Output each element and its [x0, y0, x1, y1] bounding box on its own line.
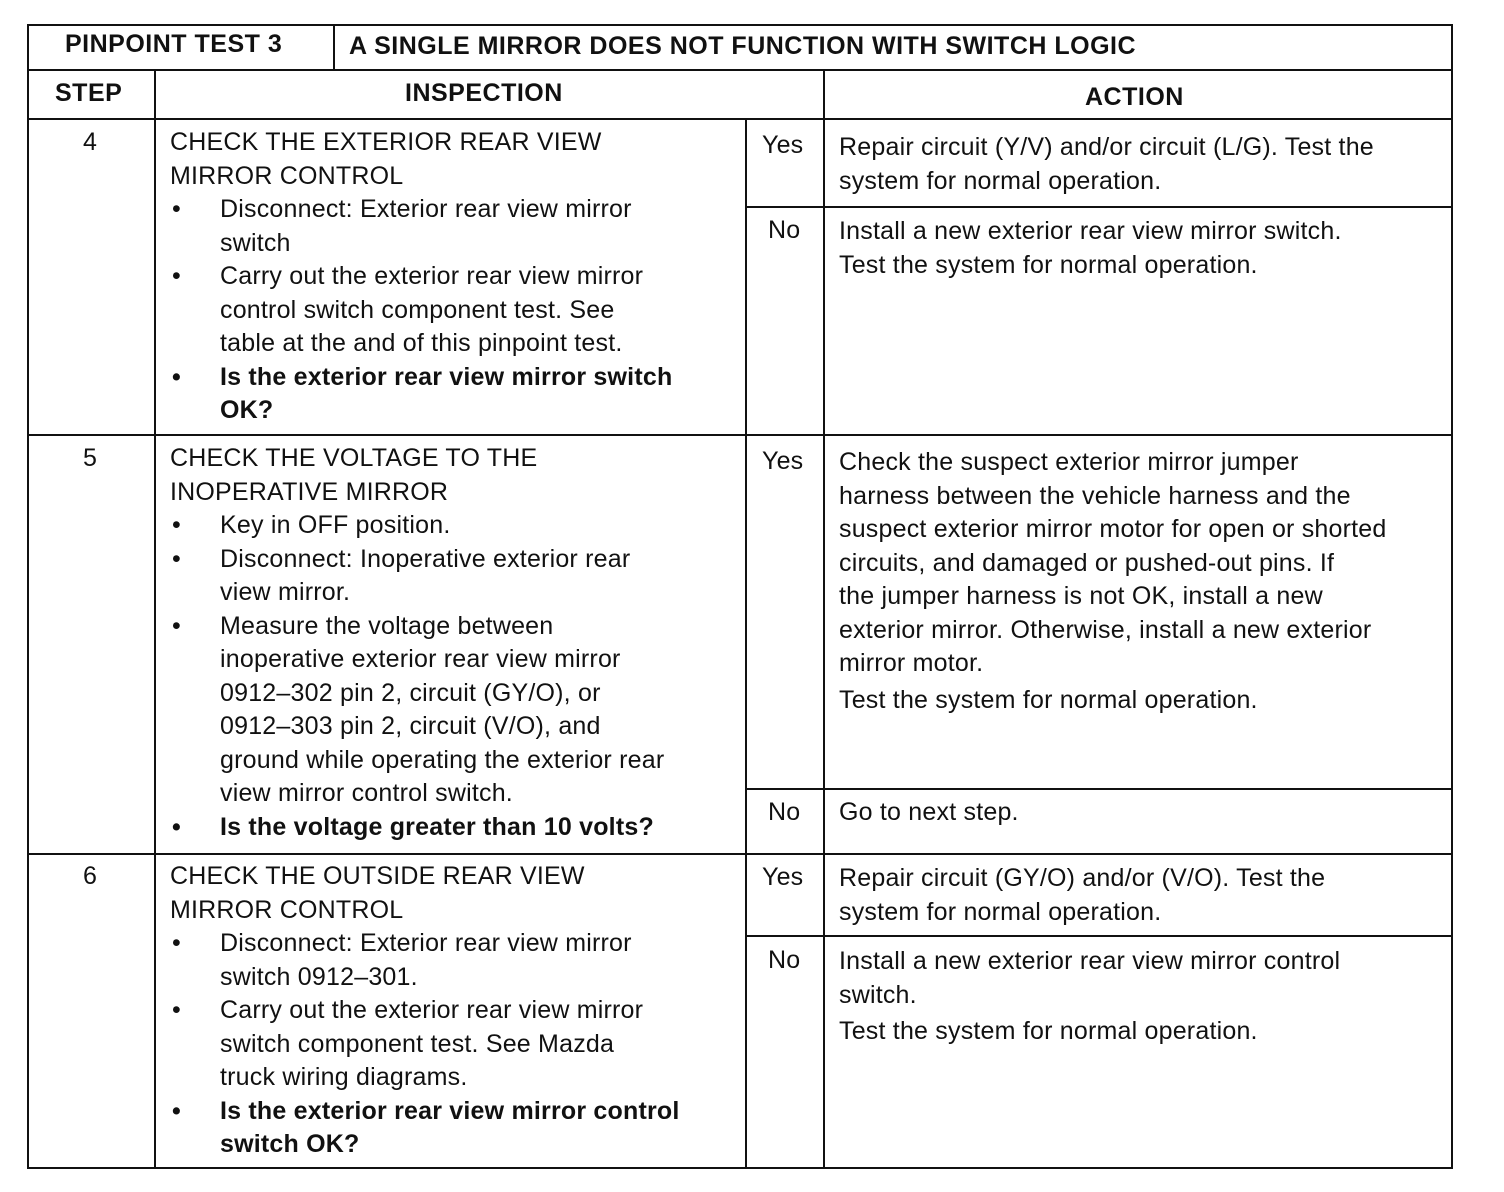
step-number: 4	[83, 128, 98, 156]
answer-column-divider	[745, 118, 747, 1169]
inspection-question: • Is the exterior rear view mirror switch OK?	[170, 361, 672, 428]
inspection-item: • Carry out the exterior rear view mirror control switch component test. See table at the and of this pinpoint test.	[170, 260, 672, 361]
action-text: Install a new exterior rear view mirror switch. Test the system for normal operation.	[839, 217, 1342, 279]
title-divider	[333, 24, 335, 70]
answer-yes: Yes	[762, 131, 804, 159]
header-row-divider	[27, 118, 1453, 120]
step-4-divider	[27, 434, 1453, 436]
step-5-answer-divider	[745, 788, 1453, 790]
step-number: 6	[83, 862, 98, 890]
step-heading	[170, 126, 672, 428]
test-label: PINPOINT TEST 3	[65, 30, 283, 58]
action-text: Go to next step.	[839, 798, 1019, 826]
inspection-item: • Disconnect: Exterior rear view mirror switch	[170, 193, 672, 260]
step-4-answer-divider	[745, 206, 1453, 208]
answer-no: No	[768, 216, 801, 244]
action-column-divider	[823, 69, 825, 1169]
column-header-step: STEP	[55, 79, 123, 107]
inspection-list	[170, 927, 680, 1162]
action-text: Repair circuit (Y/V) and/or circuit (L/G). Test the system for normal operation.	[839, 133, 1374, 195]
column-header-inspection: INSPECTION	[405, 79, 563, 107]
action-text: Check the suspect exterior mirror jumper harness between the vehicle harness and the suspect exterior mirror motor for open or shorted circuits, and damaged or pushed-out pins. If the jumper harness is not OK, install a new exterior mirror. Otherwise, install a new exterior mirror motor. Test the system for normal operation.	[839, 448, 1387, 714]
inspection-question: • Is the exterior rear view mirror control switch OK?	[170, 1095, 680, 1162]
inspection-list	[170, 509, 664, 844]
heading-line: CHECK THE EXTERIOR REAR VIEW	[170, 128, 602, 156]
column-header-action: ACTION	[1085, 83, 1184, 111]
inspection-item: • Disconnect: Inoperative exterior rear view mirror.	[170, 543, 664, 610]
inspection-item: • Measure the voltage between inoperative exterior rear view mirror 0912–302 pin 2, circuit (GY/O), or 0912–303 pin 2, circuit (V/O), and ground while operating the exterior rear view mirror control switch.	[170, 610, 664, 811]
heading-line: MIRROR CONTROL	[170, 161, 404, 190]
test-title: A SINGLE MIRROR DOES NOT FUNCTION WITH SWITCH LOGIC	[349, 32, 1137, 60]
step-number: 5	[83, 444, 98, 472]
table-border-top	[27, 24, 1453, 26]
inspection-item: • Disconnect: Exterior rear view mirror switch 0912–301.	[170, 927, 680, 994]
table-border-left	[27, 24, 29, 1169]
title-row-divider	[27, 69, 1453, 71]
step-5-divider	[27, 853, 1453, 855]
answer-yes: Yes	[762, 863, 804, 891]
action-text: Install a new exterior rear view mirror control switch. Test the system for normal operation.	[839, 947, 1341, 1045]
table-border-right	[1451, 24, 1453, 1169]
step-heading: CHECK THE VOLTAGE TO THE INOPERATIVE MIRROR • Key in OFF position. • Disconnect: Inoperative exterior rear view mirror. • Measure the voltage between inoperative exterior rear view mirror 0912–302 pin 2, circuit (GY/O), or 0912–303 pin 2, circuit (V/O), and ground while operating the exterior rear view mirror control switch. • Is the voltage greater than 10 volts?	[170, 442, 664, 844]
table-border-bottom	[27, 1167, 1453, 1169]
pinpoint-test-table	[27, 24, 1453, 1169]
inspection-list	[170, 193, 672, 428]
step-heading: CHECK THE OUTSIDE REAR VIEW MIRROR CONTROL • Disconnect: Exterior rear view mirror switch 0912–301. • Carry out the exterior rear view mirror switch component test. See Mazda truck wiring diagrams. • Is the exterior rear view mirror control switch OK?	[170, 860, 680, 1162]
answer-no: No	[768, 798, 801, 826]
inspection-item: • Key in OFF position.	[170, 509, 664, 543]
step-6-answer-divider	[745, 935, 1453, 937]
answer-no: No	[768, 946, 801, 974]
inspection-item: • Carry out the exterior rear view mirror switch component test. See Mazda truck wiring diagrams.	[170, 994, 680, 1095]
answer-yes: Yes	[762, 447, 804, 475]
inspection-question: • Is the voltage greater than 10 volts?	[170, 811, 664, 845]
step-column-divider	[154, 69, 156, 1169]
action-text: Repair circuit (GY/O) and/or (V/O). Test the system for normal operation.	[839, 864, 1326, 926]
